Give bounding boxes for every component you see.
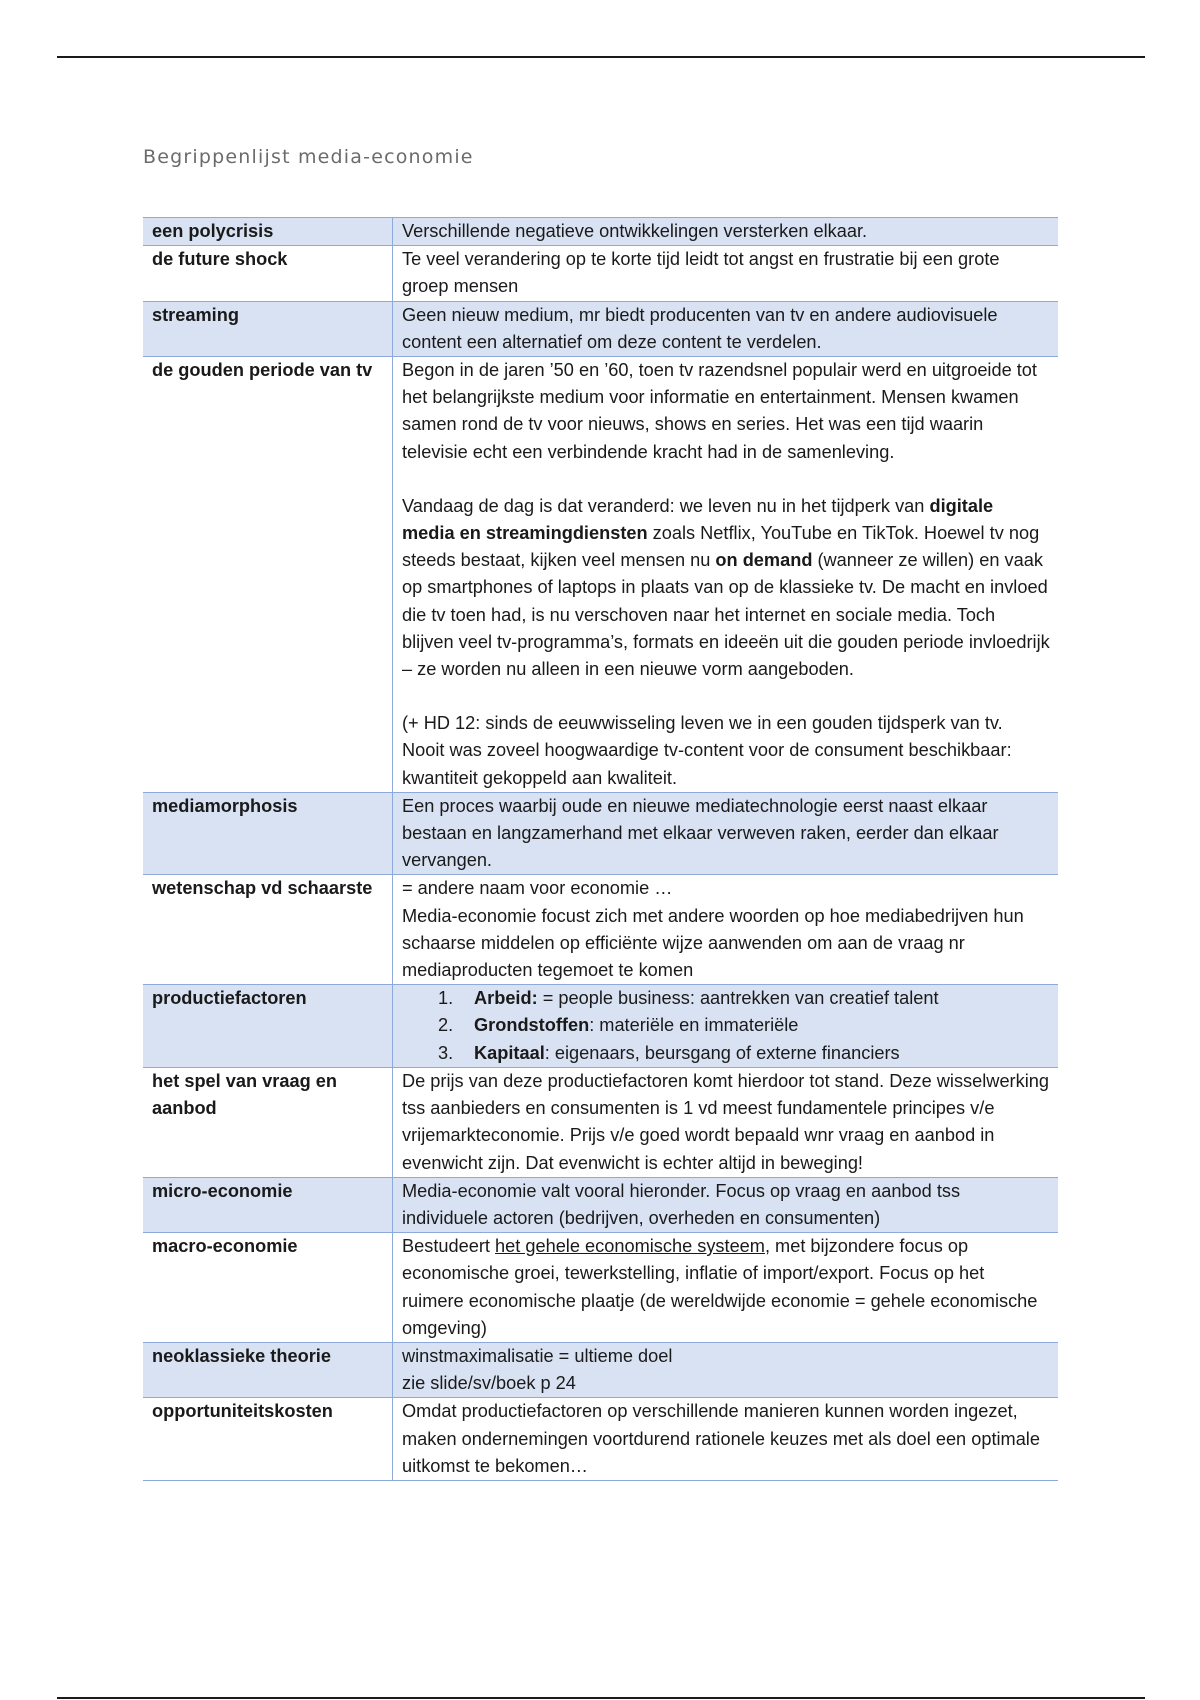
- term: micro-economie: [143, 1177, 393, 1232]
- glossary-row: [143, 1398, 1058, 1481]
- term: het spel van vraag en aanbod: [143, 1067, 393, 1177]
- definition: Bestudeert het gehele economische systeem, met bijzondere focus op economische groei, tewerkstelling, inflatie of import/export. Focus op het ruimere economische plaatje (de wereldwijde economie = gehele economische omgeving): [393, 1233, 1059, 1343]
- footer-rule: [57, 1697, 1145, 1699]
- term: de future shock: [143, 246, 393, 301]
- definition: De prijs van deze productiefactoren komt hierdoor tot stand. Deze wisselwerking tss aanbieders en consumenten is 1 vd meest fundamentele principes v/e vrijemarkteconomie. Prijs v/e goed wordt bepaald wnr vraag en aanbod in evenwicht zijn. Dat evenwicht is echter altijd in beweging!: [393, 1067, 1059, 1177]
- definition: [393, 357, 1059, 793]
- definition: Te veel verandering op te korte tijd leidt tot angst en frustratie bij een grote groep mensen: [393, 246, 1059, 301]
- glossary-row: [143, 246, 1058, 301]
- term: een polycrisis: [143, 218, 393, 246]
- emphasis-text: digitale media en streamingdiensten: [402, 495, 994, 544]
- definition: Geen nieuw medium, mr biedt producenten van tv en andere audiovisuele content een alternatief om deze content te verdelen.: [393, 301, 1059, 356]
- definition-paragraph: Begon in de jaren ’50 en ’60, toen tv razendsnel populair werd en uitgroeide tot het belangrijkste medium voor informatie en entertainment. Mensen kwamen samen rond de tv voor nieuws, shows en series. Het was een tijd waarin televisie echt een verbindende kracht had in de samenleving.: [402, 360, 1037, 462]
- term: mediamorphosis: [143, 792, 393, 875]
- definition-line: = andere naam voor economie …: [402, 878, 673, 899]
- header-rule: [57, 56, 1145, 58]
- glossary-row: [143, 1177, 1058, 1232]
- glossary-row: [143, 301, 1058, 356]
- document-title: Begrippenlijst media-economie: [143, 146, 474, 168]
- definition: Omdat productiefactoren op verschillende manieren kunnen worden ingezet, maken ondernemingen voortdurend rationele keuzes met als doel een optimale uitkomst te bekomen…: [393, 1398, 1059, 1481]
- definition: Een proces waarbij oude en nieuwe mediatechnologie eerst naast elkaar bestaan en langzamerhand met elkaar verweven raken, eerder dan elkaar vervangen.: [393, 792, 1059, 875]
- factor-list: [402, 985, 1050, 1067]
- glossary-row: [143, 1067, 1058, 1177]
- definition-paragraph: (+ HD 12: sinds de eeuwwisseling leven we in een gouden tijdsperk van tv. Nooit was zoveel hoogwaardige tv-content voor de consument beschikbaar: kwantiteit gekoppeld aan kwaliteit.: [402, 713, 1012, 788]
- definition: [393, 875, 1059, 985]
- list-item: 3. Kapitaal: eigenaars, beursgang of externe financiers: [438, 1042, 900, 1063]
- term: de gouden periode van tv: [143, 357, 393, 793]
- term: opportuniteitskosten: [143, 1398, 393, 1481]
- term: productiefactoren: [143, 985, 393, 1068]
- term: neoklassieke theorie: [143, 1342, 393, 1397]
- definition-line: winstmaximalisatie = ultieme doel: [402, 1345, 673, 1366]
- glossary-row: [143, 357, 1058, 793]
- emphasis-text: on demand: [715, 550, 813, 571]
- definition: Media-economie valt vooral hieronder. Focus op vraag en aanbod tss individuele actoren (bedrijven, overheden en consumenten): [393, 1177, 1059, 1232]
- definition-paragraph: Vandaag de dag is dat veranderd: we leven nu in het tijdperk van digitale media en streamingdiensten zoals Netflix, YouTube en TikTok. Hoewel tv nog steeds bestaat, kijken veel mensen nu on demand (wanneer ze willen) en vaak op smartphones of laptops in plaats van op de klassieke tv. De macht en invloed die tv toen had, is nu verschoven naar het internet en sociale media. Toch blijven veel tv-programma’s, formats en ideeën uit die gouden periode invloedrijk – ze worden nu alleen in een nieuwe vorm aangeboden.: [402, 495, 1050, 680]
- definition: [393, 1342, 1059, 1397]
- underlined-text: het gehele economische systeem: [495, 1236, 765, 1257]
- glossary-row: [143, 1233, 1058, 1343]
- glossary-row: [143, 985, 1058, 1068]
- definition-line: Media-economie focust zich met andere woorden op hoe mediabedrijven hun schaarse middelen op efficiënte wijze aanwenden om aan de vraag nr mediaproducten tegemoet te komen: [402, 905, 1024, 981]
- term: wetenschap vd schaarste: [143, 875, 393, 985]
- term: streaming: [143, 301, 393, 356]
- glossary-table: [143, 217, 1058, 1481]
- term: macro-economie: [143, 1233, 393, 1343]
- definition: Verschillende negatieve ontwikkelingen versterken elkaar.: [393, 218, 1059, 246]
- list-item: 2. Grondstoffen: materiële en immateriële: [438, 1015, 799, 1036]
- definition: [393, 985, 1059, 1068]
- definition-line: zie slide/sv/boek p 24: [402, 1373, 576, 1394]
- glossary-row: [143, 1342, 1058, 1397]
- glossary-row: [143, 792, 1058, 875]
- glossary-row: [143, 218, 1058, 246]
- list-item: 1. Arbeid: = people business: aantrekken van creatief talent: [438, 988, 939, 1009]
- glossary-row: [143, 875, 1058, 985]
